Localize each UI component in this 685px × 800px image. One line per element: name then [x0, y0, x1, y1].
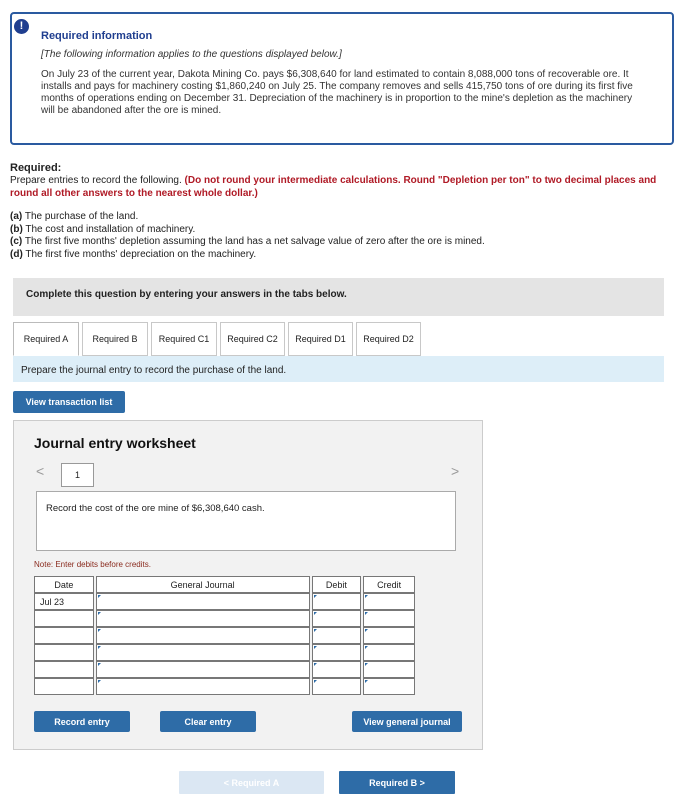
tab-prompt: Prepare the journal entry to record the purchase of the land. [13, 356, 664, 382]
col-general-journal-header: General Journal [96, 576, 310, 593]
info-subtitle: [The following information applies to the questions displayed below.] [41, 49, 342, 60]
col-debit-header: Debit [312, 576, 362, 593]
credit-input[interactable] [363, 593, 415, 610]
credit-input[interactable] [363, 661, 415, 678]
account-select[interactable] [96, 678, 310, 695]
required-parts-list [10, 211, 485, 261]
date-cell [34, 627, 94, 644]
account-select[interactable] [96, 610, 310, 627]
info-body: On July 23 of the current year, Dakota Mining Co. pays $6,308,640 for land estimated to contain 8,088,000 tons of recoverable ore. It installs and pays for machinery costing $1,860,240 on July 25. The company removes and sells 415,750 tons of ore during its first five months of operations ending on December 31. Depreciation of the machinery is in proportion to the mine's depletion as the machinery will be abandoned after the ore is mined. [41, 69, 633, 116]
journal-row [34, 661, 417, 678]
journal-row [34, 644, 417, 661]
entry-page-number[interactable]: 1 [61, 463, 94, 487]
date-cell [34, 661, 94, 678]
worksheet-title: Journal entry worksheet [34, 435, 196, 451]
required-heading: Required: [10, 162, 62, 174]
credit-input[interactable] [363, 627, 415, 644]
account-select[interactable] [96, 593, 310, 610]
instruction-red: (Do not round your intermediate calculations. Round "Depletion per ton" to two decimal places and round all other answers to the nearest whole dollar.) [10, 175, 657, 199]
complete-question-bar: Complete this question by entering your answers in the tabs below. [13, 278, 664, 316]
journal-row [34, 593, 417, 610]
date-cell [34, 678, 94, 695]
prev-tab-button[interactable]: < Required A [179, 771, 324, 794]
account-select[interactable] [96, 661, 310, 678]
journal-entry-worksheet [13, 420, 483, 750]
prev-entry-icon[interactable]: < [36, 463, 45, 479]
debit-input[interactable] [312, 627, 362, 644]
date-cell [34, 610, 94, 627]
alert-icon: ! [14, 19, 29, 34]
tab-required-b[interactable]: Required B [82, 322, 148, 356]
col-credit-header: Credit [363, 576, 415, 593]
clear-entry-button[interactable]: Clear entry [160, 711, 256, 732]
debit-input[interactable] [312, 678, 362, 695]
part-b: (b) The cost and installation of machinery. [10, 223, 196, 235]
credit-input[interactable] [363, 678, 415, 695]
required-information-box [10, 12, 674, 145]
tab-required-d1[interactable]: Required D1 [288, 322, 353, 356]
credit-input[interactable] [363, 610, 415, 627]
journal-row [34, 627, 417, 644]
debit-input[interactable] [312, 610, 362, 627]
debit-input[interactable] [312, 644, 362, 661]
tab-required-a[interactable]: Required A [13, 322, 79, 356]
part-c: (c) The first five months' depletion assuming the land has a net salvage value of zero after the ore is mined. [10, 236, 485, 247]
record-entry-button[interactable]: Record entry [34, 711, 130, 732]
view-general-journal-button[interactable]: View general journal [352, 711, 462, 732]
part-d: (d) The first five months' depreciation on the machinery. [10, 248, 257, 260]
tab-required-c2[interactable]: Required C2 [220, 322, 285, 356]
required-instructions [10, 175, 670, 200]
next-tab-button[interactable]: Required B > [339, 771, 455, 794]
debits-note: Note: Enter debits before credits. [34, 560, 151, 569]
debit-input[interactable] [312, 661, 362, 678]
col-date-header: Date [34, 576, 94, 593]
tab-required-c1[interactable]: Required C1 [151, 322, 217, 356]
next-entry-icon[interactable]: > [451, 463, 460, 479]
debit-input[interactable] [312, 593, 362, 610]
journal-table [34, 576, 417, 695]
account-select[interactable] [96, 627, 310, 644]
credit-input[interactable] [363, 644, 415, 661]
date-cell: Jul 23 [34, 593, 94, 610]
view-transaction-list-button[interactable]: View transaction list [13, 391, 125, 413]
tab-bar [13, 322, 424, 356]
record-instruction: Record the cost of the ore mine of $6,308,640 cash. [36, 491, 456, 551]
journal-row [34, 678, 417, 695]
info-title: Required information [41, 30, 153, 42]
journal-row [34, 610, 417, 627]
account-select[interactable] [96, 644, 310, 661]
date-cell [34, 644, 94, 661]
tab-required-d2[interactable]: Required D2 [356, 322, 421, 356]
part-a: (a) The purchase of the land. [10, 211, 139, 222]
journal-header-row [34, 576, 417, 593]
instruction-plain: Prepare entries to record the following. [10, 175, 185, 186]
